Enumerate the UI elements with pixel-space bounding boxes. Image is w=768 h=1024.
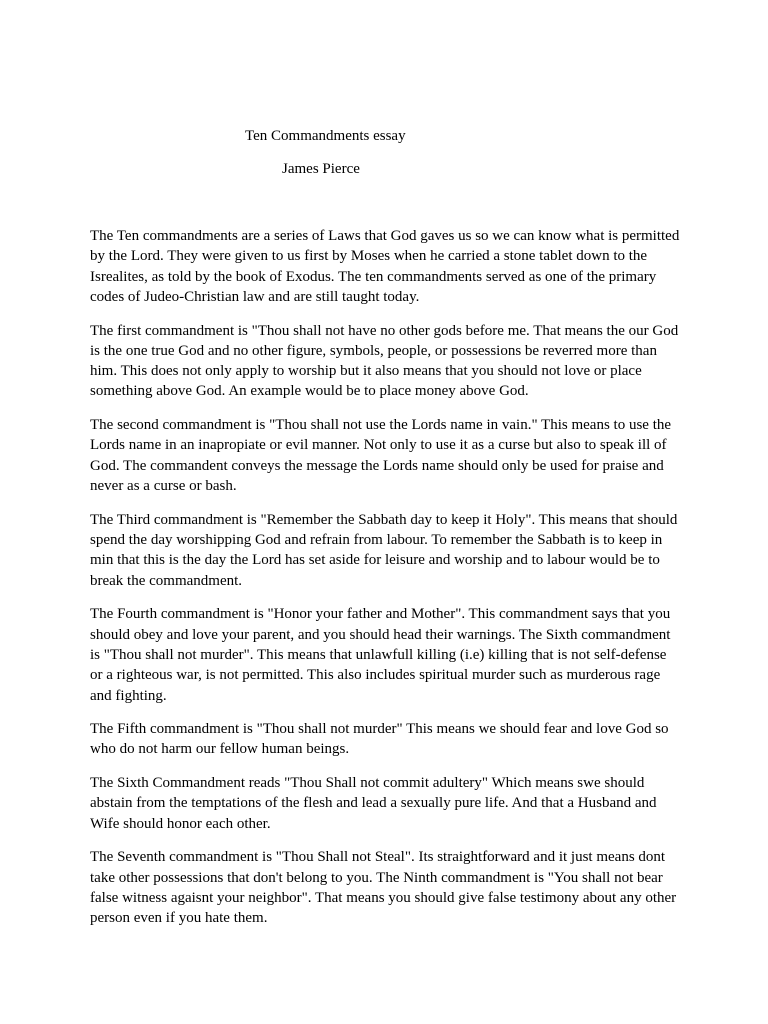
paragraph-5: The Fourth commandment is "Honor your father and Mother". This commandment says that you should obey and love your parent, and you should head their warnings. The Sixth commandment is "Thou shall not murder". This means that unlawfull killing (i.e) killing that is not self-defense or a righteous war, is not permitted. This also includes spiritual murder such as murderous rage and fighting.: [90, 606, 671, 704]
paragraph-3: The second commandment is "Thou shall not use the Lords name in vain." This means to use the Lords name in an inapropiate or evil manner. Not only to use it as a curse but also to speak ill of God. The commandent conveys the message the Lords name should only be used for praise and never as a curse or bash.: [90, 417, 672, 495]
document-body: [90, 226, 680, 942]
paragraph-2: The first commandment is "Thou shall not have no other gods before me. That means the our God is the one true God and no other figure, symbols, people, or possessions be reverred more than him. This does not only apply to worship but it also means that you should not love or place something above God. An example would be to place money above God.: [90, 322, 679, 400]
paragraph-4: The Third commandment is "Remember the Sabbath day to keep it Holy". This means that should spend the day worshipping God and refrain from labour. To remember the Sabbath is to keep in min that this is the day the Lord has set aside for leisure and worship and to labour would be to break the commandment.: [90, 511, 678, 589]
document-author: James Pierce: [282, 161, 360, 177]
paragraph-8: The Seventh commandment is "Thou Shall not Steal". Its straightforward and it just means dont take other possessions that don't belong to you. The Ninth commandment is "You shall not bear false witness agaisnt your neighbor". That means you should give false testimony about any other person even if you hate them.: [90, 849, 677, 927]
paragraph-6: The Fifth commandment is "Thou shall not murder" This means we should fear and love God so who do not harm our fellow human beings.: [90, 721, 669, 758]
document-title: Ten Commandments essay: [245, 128, 406, 144]
paragraph-7: The Sixth Commandment reads "Thou Shall not commit adultery" Which means swe should abstain from the temptations of the flesh and lead a sexually pure life. And that a Husband and Wife should honor each other.: [90, 775, 657, 832]
paragraph-1: The Ten commandments are a series of Laws that God gaves us so we can know what is permitted by the Lord. They were given to us first by Moses when he carried a stone tablet down to the Isrealites, as told by the book of Exodus. The ten commandments served as one of the primary codes of Judeo-Christian law and are still taught today.: [90, 228, 680, 305]
